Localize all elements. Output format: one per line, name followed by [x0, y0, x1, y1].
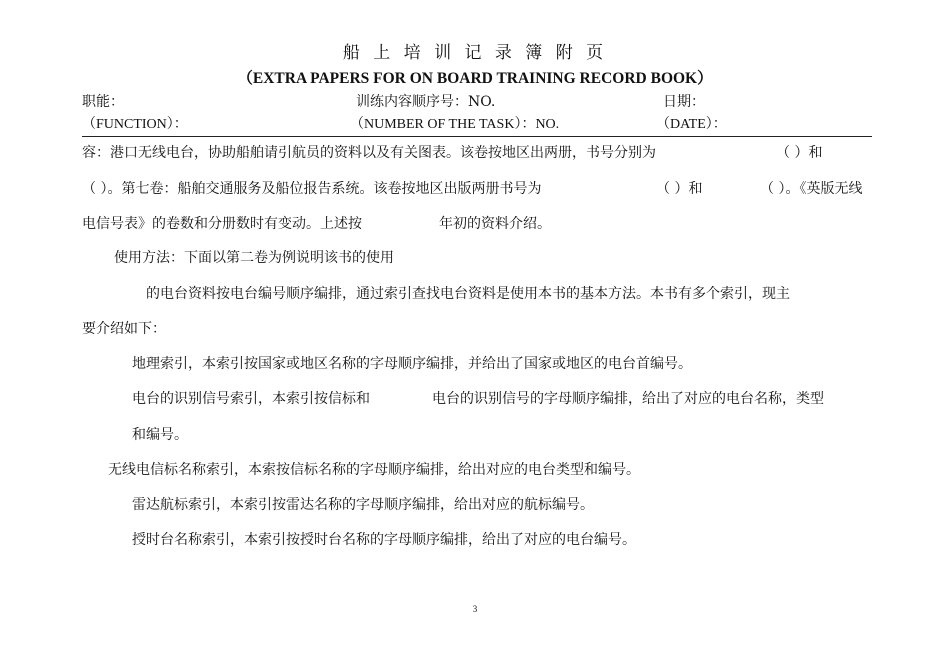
index-identification-a: 电台的识别信号索引，本索引按信标和 [132, 391, 370, 407]
task-number-label-en: （NUMBER OF THE TASK）：NO. [350, 117, 560, 132]
function-label-cn: 职能： [82, 94, 124, 110]
index-radar-beacons: 雷达航标索引，本索引按雷达名称的字母顺序编排，给出对应的航标编号。 [132, 497, 594, 513]
body-line-5: 的电台资料按电台编号顺序编排，通过索引查找电台资料是使用本书的基本方法。本书有多个索引，现主 [146, 286, 790, 302]
body-line-2-blank-1: （ ）和 [656, 181, 703, 197]
page-number: 3 [472, 604, 478, 614]
body-line-2: （ ）。第七卷：船舶交通服务及船位报告系统。该卷按地区出版两册书号为 [82, 181, 542, 197]
body-line-1-blank: （ ）和 [776, 145, 823, 161]
function-label-en: （FUNCTION）： [82, 117, 188, 132]
page-title: 船 上 培 训 记 录 簿 附 页 [342, 43, 608, 63]
header-divider [82, 136, 872, 137]
date-label-cn: 日期： [663, 94, 705, 110]
body-line-6: 要介绍如下： [82, 321, 166, 337]
task-number-label-cn: 训练内容顺序号：NO. [356, 94, 496, 110]
date-label-en: （DATE）： [656, 117, 727, 132]
index-beacon-names: 无线电信标名称索引，本索按信标名称的字母顺序编排，给出对应的电台类型和编号。 [108, 462, 640, 478]
usage-method-heading: 使用方法：下面以第二卷为例说明该书的使用 [114, 250, 394, 266]
body-line-1: 容：港口无线电台，协助船舶请引航员的资料以及有关图表。该卷按地区出两册，书号分别为 [82, 145, 656, 161]
body-line-2-blank-2: （ ）。《英版无线 [760, 181, 863, 197]
index-time-signal: 授时台名称索引，本索引按授时台名称的字母顺序编排，给出了对应的电台编号。 [132, 532, 636, 548]
index-identification-c: 和编号。 [132, 427, 188, 443]
index-geographic: 地理索引，本索引按国家或地区名称的字母顺序编排，并给出了国家或地区的电台首编号。 [132, 356, 692, 372]
page-subtitle: （EXTRA PAPERS FOR ON BOARD TRAINING RECORD BOOK） [237, 70, 713, 87]
index-identification-b: 电台的识别信号的字母顺序编排，给出了对应的电台名称，类型 [432, 391, 824, 407]
body-line-3b: 年初的资料介绍。 [439, 216, 551, 232]
body-line-3a: 电信号表》的卷数和分册数时有变动。上述按 [82, 216, 362, 232]
